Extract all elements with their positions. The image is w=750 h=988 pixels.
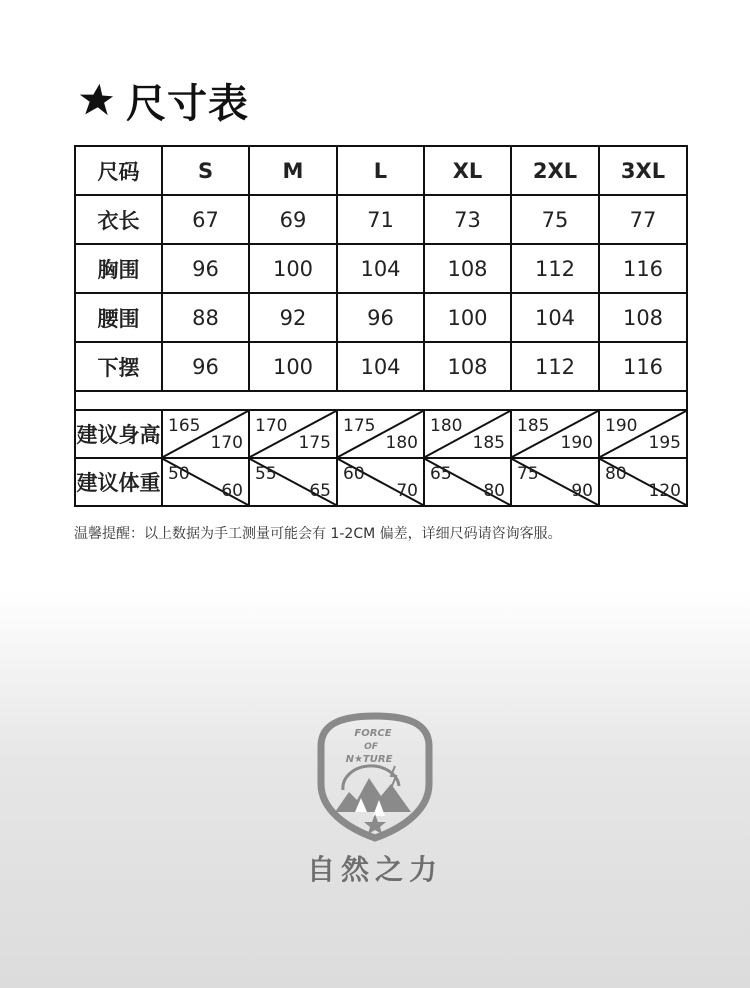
- row-label: 胸围: [75, 244, 162, 293]
- row-label: 腰围: [75, 293, 162, 342]
- range-max: 80: [483, 481, 505, 501]
- spacer-cell: [75, 391, 687, 410]
- range-max: 90: [571, 481, 593, 501]
- row-label: 建议身高: [75, 410, 162, 458]
- table-cell: 71: [337, 195, 424, 244]
- header-cell-2xl: 2XL: [511, 146, 599, 195]
- range-cell: [511, 410, 599, 458]
- range-min: 55: [255, 464, 277, 484]
- range-min: 165: [168, 416, 201, 436]
- table-cell: 108: [599, 293, 687, 342]
- range-cell: [424, 458, 511, 506]
- table-row: [75, 293, 687, 342]
- table-cell: 100: [249, 244, 337, 293]
- table-cell: 96: [162, 342, 249, 391]
- measurement-note: 温馨提醒：以上数据为手工测量可能会有 1-2CM 偏差，详细尺码请咨询客服。: [74, 526, 562, 542]
- page-title: [78, 72, 249, 128]
- range-min: 175: [343, 416, 376, 436]
- range-min: 180: [430, 416, 463, 436]
- table-cell: 116: [599, 244, 687, 293]
- range-cell: [249, 410, 337, 458]
- header-cell-m: M: [249, 146, 337, 195]
- range-cell: [337, 458, 424, 506]
- table-cell: 92: [249, 293, 337, 342]
- range-min: 65: [430, 464, 452, 484]
- size-table: [74, 145, 688, 507]
- header-cell-s: S: [162, 146, 249, 195]
- range-min: 75: [517, 464, 539, 484]
- logo-line2: OF: [364, 742, 378, 752]
- table-cell: 100: [424, 293, 511, 342]
- table-cell: 108: [424, 342, 511, 391]
- logo-line3: N★TURE: [345, 754, 393, 765]
- table-cell: 104: [337, 244, 424, 293]
- range-max: 195: [648, 433, 681, 453]
- range-max: 185: [472, 433, 505, 453]
- header-cell-l: L: [337, 146, 424, 195]
- header-cell-xl: XL: [424, 146, 511, 195]
- range-min: 170: [255, 416, 288, 436]
- range-max: 190: [560, 433, 593, 453]
- range-max: 120: [648, 481, 681, 501]
- table-cell: 112: [511, 342, 599, 391]
- range-cell: [599, 410, 687, 458]
- range-cell: [162, 458, 249, 506]
- header-row: [75, 146, 687, 195]
- table-row: [75, 342, 687, 391]
- range-min: 60: [343, 464, 365, 484]
- table-cell: 69: [249, 195, 337, 244]
- range-max: 175: [298, 433, 331, 453]
- table-cell: 100: [249, 342, 337, 391]
- table-cell: 96: [162, 244, 249, 293]
- table-cell: 75: [511, 195, 599, 244]
- range-cell: [424, 410, 511, 458]
- row-label: 衣长: [75, 195, 162, 244]
- star-icon: [78, 82, 114, 118]
- weight-row: [75, 458, 687, 506]
- range-min: 80: [605, 464, 627, 484]
- table-cell: 67: [162, 195, 249, 244]
- table-row: [75, 195, 687, 244]
- range-max: 180: [385, 433, 418, 453]
- table-cell: 73: [424, 195, 511, 244]
- range-cell: [337, 410, 424, 458]
- range-max: 65: [309, 481, 331, 501]
- mountain-badge-icon: [315, 712, 435, 842]
- table-cell: 116: [599, 342, 687, 391]
- table-row: [75, 244, 687, 293]
- range-cell: [249, 458, 337, 506]
- row-label: 下摆: [75, 342, 162, 391]
- header-cell-3xl: 3XL: [599, 146, 687, 195]
- row-label: 建议体重: [75, 458, 162, 506]
- table-cell: 108: [424, 244, 511, 293]
- range-cell: [162, 410, 249, 458]
- table-cell: 96: [337, 293, 424, 342]
- table-cell: 104: [337, 342, 424, 391]
- range-max: 70: [396, 481, 418, 501]
- range-cell: [599, 458, 687, 506]
- table-cell: 104: [511, 293, 599, 342]
- brand-name: 自然之力: [306, 853, 443, 886]
- spacer-row: [75, 391, 687, 410]
- range-min: 50: [168, 464, 190, 484]
- table-cell: 88: [162, 293, 249, 342]
- range-min: 185: [517, 416, 550, 436]
- logo-line1: FORCE: [354, 728, 392, 739]
- table-cell: 112: [511, 244, 599, 293]
- table-cell: 77: [599, 195, 687, 244]
- range-max: 60: [221, 481, 243, 501]
- title-text: 尺寸表: [126, 80, 249, 127]
- range-cell: [511, 458, 599, 506]
- range-min: 190: [605, 416, 638, 436]
- header-cell-size: 尺码: [75, 146, 162, 195]
- range-max: 170: [210, 433, 243, 453]
- height-row: [75, 410, 687, 458]
